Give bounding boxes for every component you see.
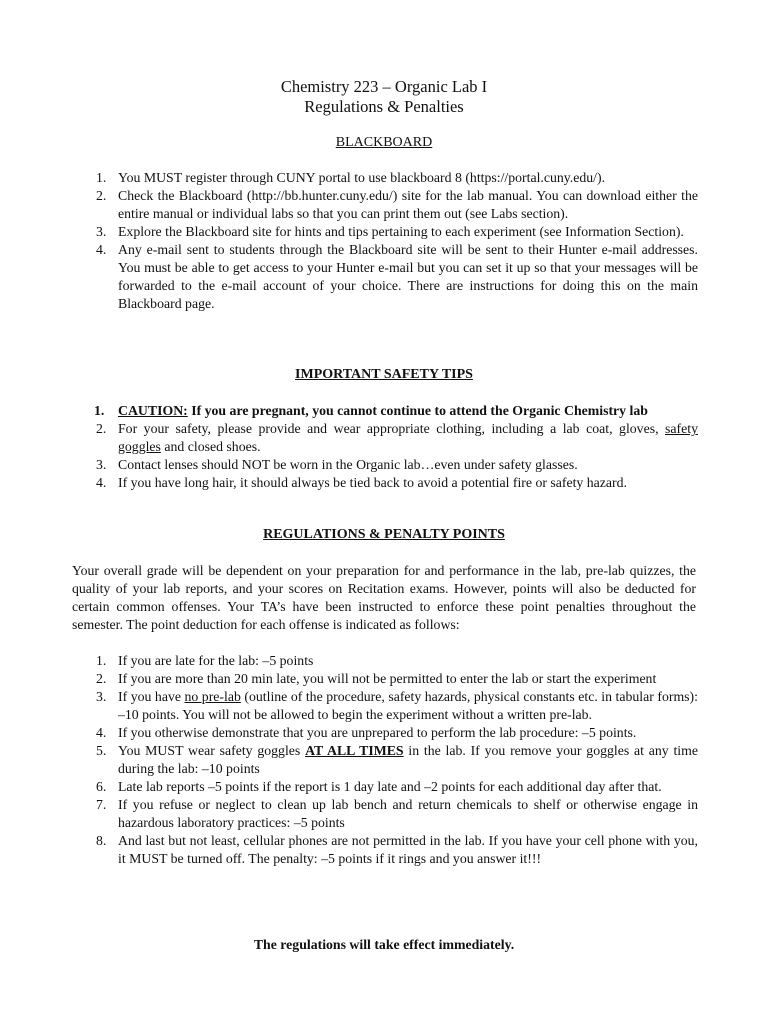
blackboard-list <box>92 169 698 313</box>
list-item: 8. And last but not least, cellular phones are not permitted in the lab. If you have your cell phone with you, it MUST be turned off. The penalty: –5 points if it rings and you answer it!!! <box>96 833 698 866</box>
regulations-intro: Your overall grade will be dependent on your preparation for and performance in the lab, pre-lab quizzes, the quality of your lab reports, and your scores on Recitation exams. However, points will also be deducted for certain common offenses. Your TA’s have been instructed to enforce these point penalties throughout the semester. The point deduction for each offense is indicated as follows: <box>72 563 696 632</box>
list-item: 3. Contact lenses should NOT be worn in the Organic lab…even under safety glasses. <box>96 457 578 472</box>
list-item: 5. You MUST wear safety goggles AT ALL TIMES in the lab. If you remove your goggles at any time during the lab: –10 points <box>96 743 698 776</box>
list-item: 1. You MUST register through CUNY portal to use blackboard 8 (https://portal.cuny.edu/). <box>96 170 606 185</box>
emphasis-all-times: AT ALL TIMES <box>305 743 404 758</box>
penalty-list <box>92 652 698 868</box>
list-item: 3. If you have no pre-lab (outline of the procedure, safety hazards, physical constants etc. in tabular forms): –10 points. You will not be allowed to begin the experiment without a written pre-lab. <box>96 689 698 722</box>
list-item: 2. If you are more than 20 min late, you will not be permitted to enter the lab or start the experiment <box>96 671 657 686</box>
list-item: 4. Any e-mail sent to students through the Blackboard site will be sent to their Hunter e-mail addresses. You must be able to get access to your Hunter e-mail but you can set it up so that your messages will be forwarded to the e-mail account of your choice. There are instructions for doing this on the main Blackboard page. <box>96 242 698 311</box>
closing-statement: The regulations will take effect immediately. <box>253 937 515 952</box>
list-item: 1. CAUTION: If you are pregnant, you cannot continue to attend the Organic Chemistry lab <box>94 403 648 418</box>
list-item: 2. Check the Blackboard (http://bb.hunter.cuny.edu/) site for the lab manual. You can download either the entire manual or individual labs so that you can print them out (see Labs section). <box>96 188 698 221</box>
list-item: 1. If you are late for the lab: –5 points <box>96 653 314 668</box>
list-item: 6. Late lab reports –5 points if the report is 1 day late and –2 points for each additional day after that. <box>96 779 662 794</box>
regulations-heading: REGULATIONS & PENALTY POINTS <box>263 527 505 542</box>
safety-list <box>92 402 698 492</box>
caution-label: CAUTION: <box>118 403 188 418</box>
document-title: Chemistry 223 – Organic Lab I <box>280 77 488 96</box>
safety-heading: IMPORTANT SAFETY TIPS <box>295 367 473 382</box>
list-item: 7. If you refuse or neglect to clean up lab bench and return chemicals to shelf or otherwise engage in hazardous laboratory practices: –5 points <box>96 797 698 830</box>
blackboard-heading: BLACKBOARD <box>335 135 433 150</box>
document-subtitle: Regulations & Penalties <box>304 97 464 116</box>
list-item: 3. Explore the Blackboard site for hints and tips pertaining to each experiment (see Information Section). <box>96 224 684 239</box>
list-item: 4. If you otherwise demonstrate that you are unprepared to perform the lab procedure: –5 points. <box>96 725 637 740</box>
list-item: 2. For your safety, please provide and wear appropriate clothing, including a lab coat, gloves, safety goggles and closed shoes. <box>96 421 698 454</box>
list-item: 4. If you have long hair, it should always be tied back to avoid a potential fire or safety hazard. <box>96 475 627 490</box>
